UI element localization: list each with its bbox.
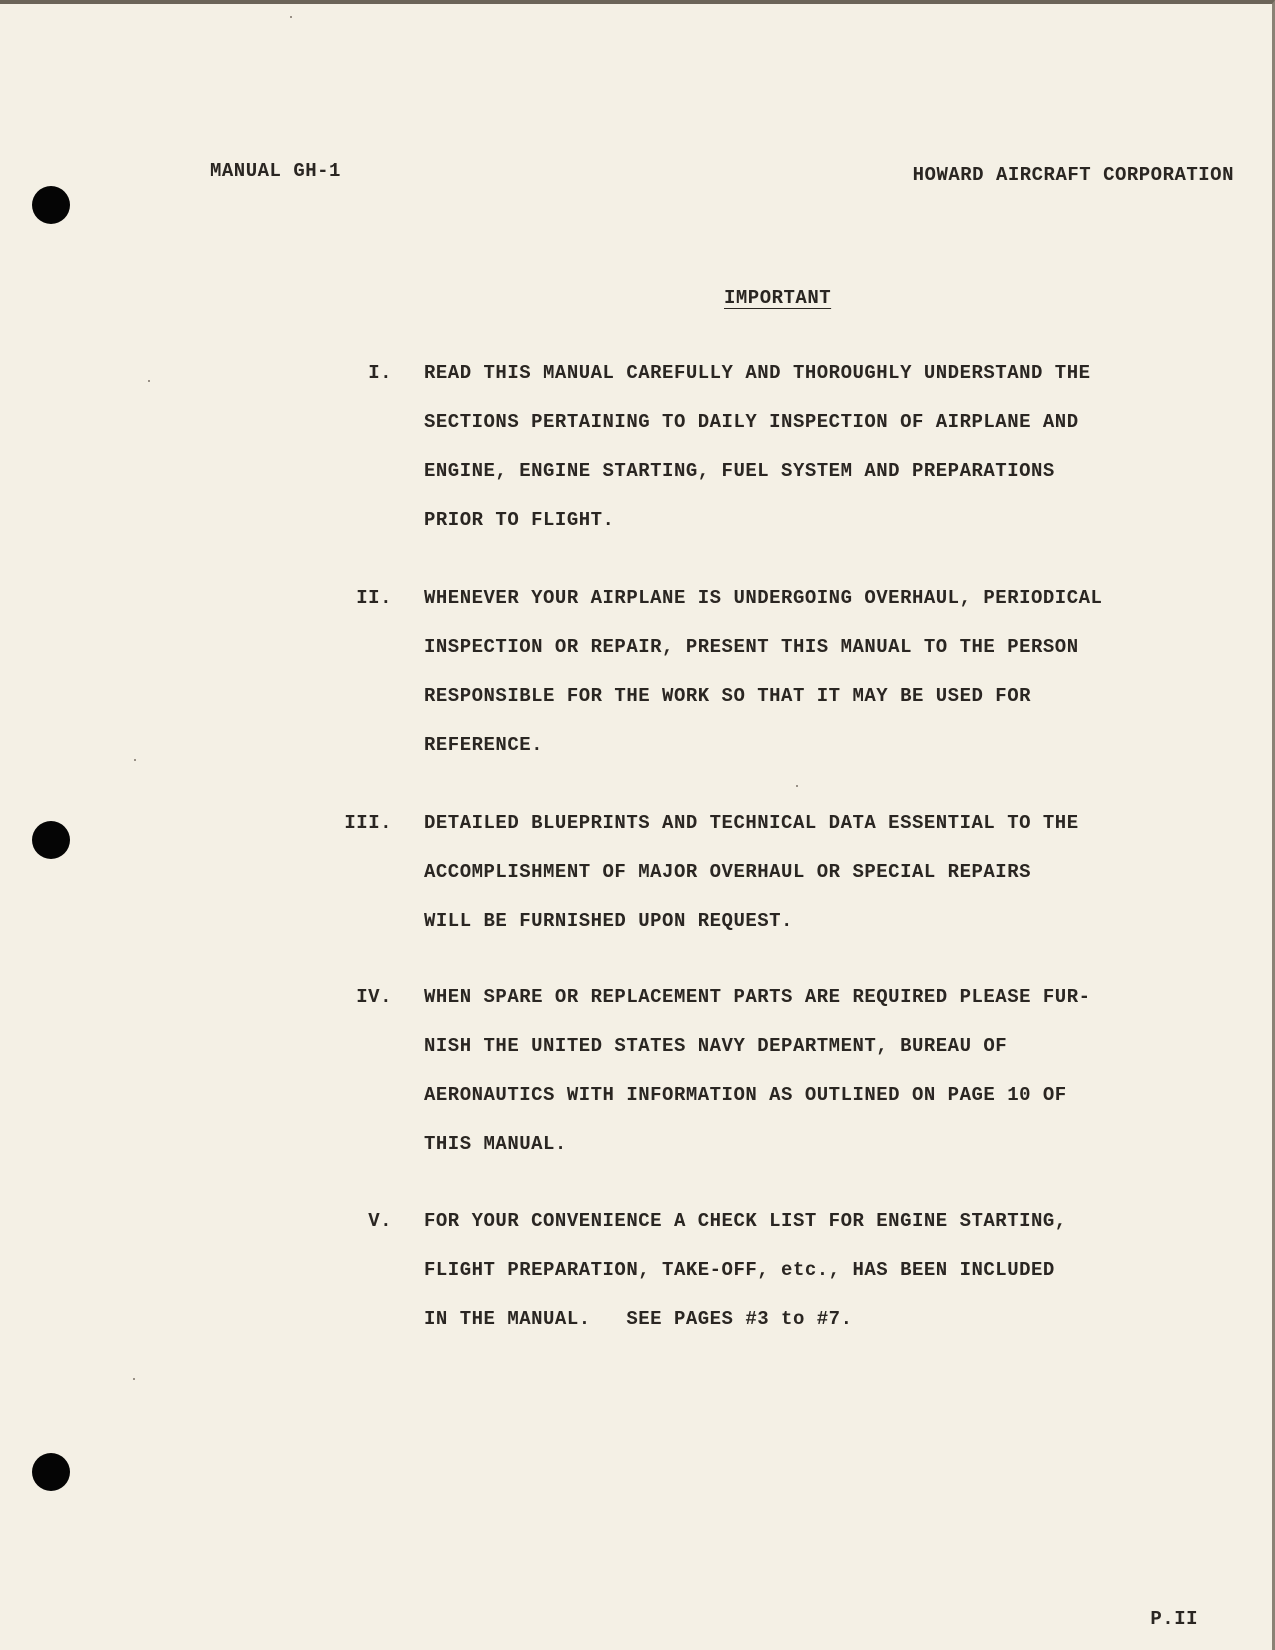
manual-id: MANUAL GH-1 [210,160,341,182]
binder-hole-top [32,186,70,224]
item-text-line: RESPONSIBLE FOR THE WORK SO THAT IT MAY BE USED FOR [424,685,1031,707]
item-text-line: REFERENCE. [424,734,544,756]
item-text-line: ACCOMPLISHMENT OF MAJOR OVERHAUL OR SPECIAL REPAIRS [424,861,1031,883]
binder-hole-middle [32,821,70,859]
item-text-line: FOR YOUR CONVENIENCE A CHECK LIST FOR ENGINE STARTING, [424,1210,1067,1232]
paper-speck [290,16,292,18]
item-text-line: INSPECTION OR REPAIR, PRESENT THIS MANUAL TO THE PERSON [424,636,1079,658]
item-text-line: WHEN SPARE OR REPLACEMENT PARTS ARE REQUIRED PLEASE FUR- [424,986,1091,1008]
item-number: III. [344,812,392,834]
item-text-line: DETAILED BLUEPRINTS AND TECHNICAL DATA ESSENTIAL TO THE [424,812,1079,834]
item-text-line: THIS MANUAL. [424,1133,567,1155]
item-text-line: NISH THE UNITED STATES NAVY DEPARTMENT, BUREAU OF [424,1035,1008,1057]
item-text-line: WILL BE FURNISHED UPON REQUEST. [424,910,793,932]
item-number: II. [356,587,392,609]
company-name: HOWARD AIRCRAFT CORPORATION [912,164,1234,186]
paper-speck [148,380,150,382]
item-text-line: WHENEVER YOUR AIRPLANE IS UNDERGOING OVERHAUL, PERIODICAL [424,587,1103,609]
binder-hole-bottom [32,1453,70,1491]
item-text-line: AERONAUTICS WITH INFORMATION AS OUTLINED ON PAGE 10 OF [424,1084,1067,1106]
item-number: I. [368,362,392,384]
page-title: IMPORTANT [724,287,832,309]
item-text-line: IN THE MANUAL. SEE PAGES #3 to #7. [424,1308,853,1330]
paper-speck [133,1378,135,1380]
item-number: V. [368,1210,392,1232]
item-text-line: PRIOR TO FLIGHT. [424,509,615,531]
paper-speck [796,785,798,787]
item-text-line: FLIGHT PREPARATION, TAKE-OFF, etc., HAS BEEN INCLUDED [424,1259,1055,1281]
item-number: IV. [356,986,392,1008]
paper-speck [134,759,136,761]
item-text-line: SECTIONS PERTAINING TO DAILY INSPECTION OF AIRPLANE AND [424,411,1079,433]
page-number: P.II [1150,1608,1198,1630]
item-text-line: READ THIS MANUAL CAREFULLY AND THOROUGHLY UNDERSTAND THE [424,362,1091,384]
item-text-line: ENGINE, ENGINE STARTING, FUEL SYSTEM AND PREPARATIONS [424,460,1055,482]
